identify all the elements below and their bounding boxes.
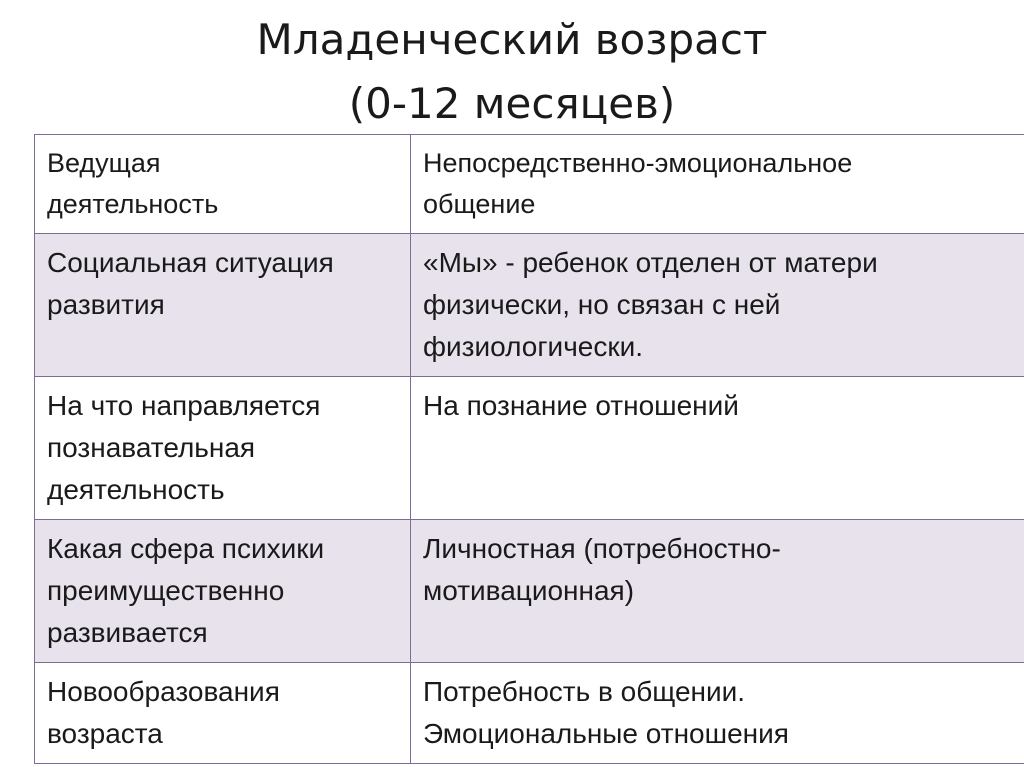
table-row <box>35 377 1024 520</box>
table-row <box>35 520 1024 663</box>
label-line: деятельность <box>47 474 225 505</box>
label-line: Какая сфера психики <box>47 533 325 564</box>
label-line: возраста <box>47 718 163 749</box>
row-label-cognitive-direction <box>35 377 411 520</box>
row-value-psyche-sphere <box>411 520 1024 663</box>
row-label-psyche-sphere <box>35 520 411 663</box>
row-value-social-situation <box>411 234 1024 377</box>
label-line: Социальная ситуация <box>47 247 334 278</box>
value-line: мотивационная) <box>423 575 635 606</box>
value-line: Эмоциональные отношения <box>423 718 789 749</box>
label-line: познавательная <box>47 432 256 463</box>
info-table <box>34 134 1024 764</box>
label-line: деятельность <box>47 189 219 219</box>
label-line: развития <box>47 289 165 320</box>
table-row <box>35 135 1024 234</box>
row-value-cognitive-direction <box>411 377 1024 520</box>
label-line: преимущественно <box>47 575 285 606</box>
value-line: «Мы» - ребенок отделен от матери <box>423 247 878 278</box>
row-label-social-situation <box>35 234 411 377</box>
label-line: развивается <box>47 617 208 648</box>
value-line: На познание отношений <box>423 390 739 421</box>
slide-title <box>0 8 1024 136</box>
value-line: Потребность в общении. <box>423 676 746 707</box>
row-value-neoformations <box>411 663 1024 764</box>
value-line: физически, но связан с ней <box>423 289 781 320</box>
info-table-container <box>34 134 1024 764</box>
value-line: Непосредственно-эмоциональное <box>423 148 853 178</box>
value-line: Личностная (потребностно- <box>423 533 781 564</box>
label-line: На что направляется <box>47 390 321 421</box>
label-line: Новообразования <box>47 676 280 707</box>
label-line: Ведущая <box>47 148 161 178</box>
row-label-leading-activity <box>35 135 411 234</box>
table-row <box>35 234 1024 377</box>
slide-title-line-1: Младенческий возраст <box>256 15 768 64</box>
row-value-leading-activity <box>411 135 1024 234</box>
table-row <box>35 663 1024 764</box>
slide-title-line-2: (0-12 месяцев) <box>348 79 676 128</box>
value-line: физиологически. <box>423 331 644 362</box>
value-line: общение <box>423 189 536 219</box>
row-label-neoformations <box>35 663 411 764</box>
